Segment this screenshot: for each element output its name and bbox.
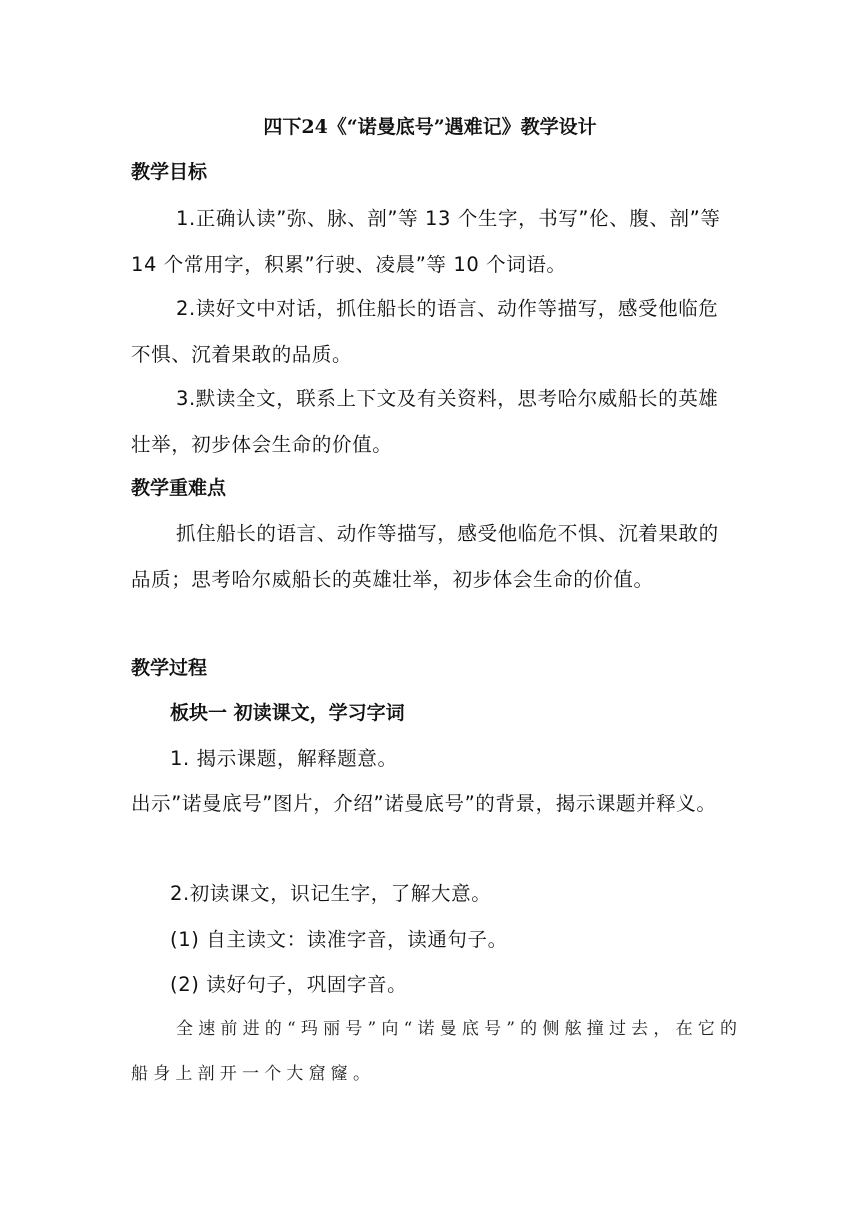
step-2-item-1: (1) 自主读文：读准字音，读通句子。 xyxy=(170,928,508,951)
section-heading-goals: 教学目标 xyxy=(131,161,208,183)
goal-item-2: 2.读好文中对话，抓住船长的语言、动作等描写，感受他临危不惧、沉着果敢的品质。 xyxy=(131,297,719,366)
goal-item-1: 1.正确认读”弥、脉、剖”等 13 个生字，书写”伦、腹、剖”等 14 个常用字，积累”行驶、凌晨”等 10 个词语。 xyxy=(131,207,721,276)
key-points-text: 抓住船长的语言、动作等描写，感受他临危不惧、沉着果敢的品质；思考哈尔威船长的英雄壮举，初步体会生命的价值。 xyxy=(131,522,719,591)
section-heading-process: 教学过程 xyxy=(131,657,208,679)
goal-item-3: 3.默读全文，联系上下文及有关资料，思考哈尔威船长的英雄壮举，初步体会生命的价值。 xyxy=(131,387,719,456)
document-title: 四下24《“诺曼底号”遇难记》教学设计 xyxy=(263,116,597,138)
section-heading-key-points: 教学重难点 xyxy=(131,477,227,499)
block-one-title: 板块一 初读课文，学习字词 xyxy=(170,702,405,724)
step-1: 1. 揭示课题，解释题意。 xyxy=(170,747,398,770)
step-1-detail: 出示”诺曼底号”图片，介绍”诺曼底号”的背景，揭示课题并释义。 xyxy=(131,792,717,815)
step-2-item-2: (2) 读好句子，巩固字音。 xyxy=(170,973,408,996)
text-excerpt: 全速前进的“玛丽号”向“诺曼底号”的侧舷撞过去，在它的船身上剖开一个大窟窿。 xyxy=(131,1019,743,1084)
step-2: 2.初读课文，识记生字，了解大意。 xyxy=(170,882,492,905)
